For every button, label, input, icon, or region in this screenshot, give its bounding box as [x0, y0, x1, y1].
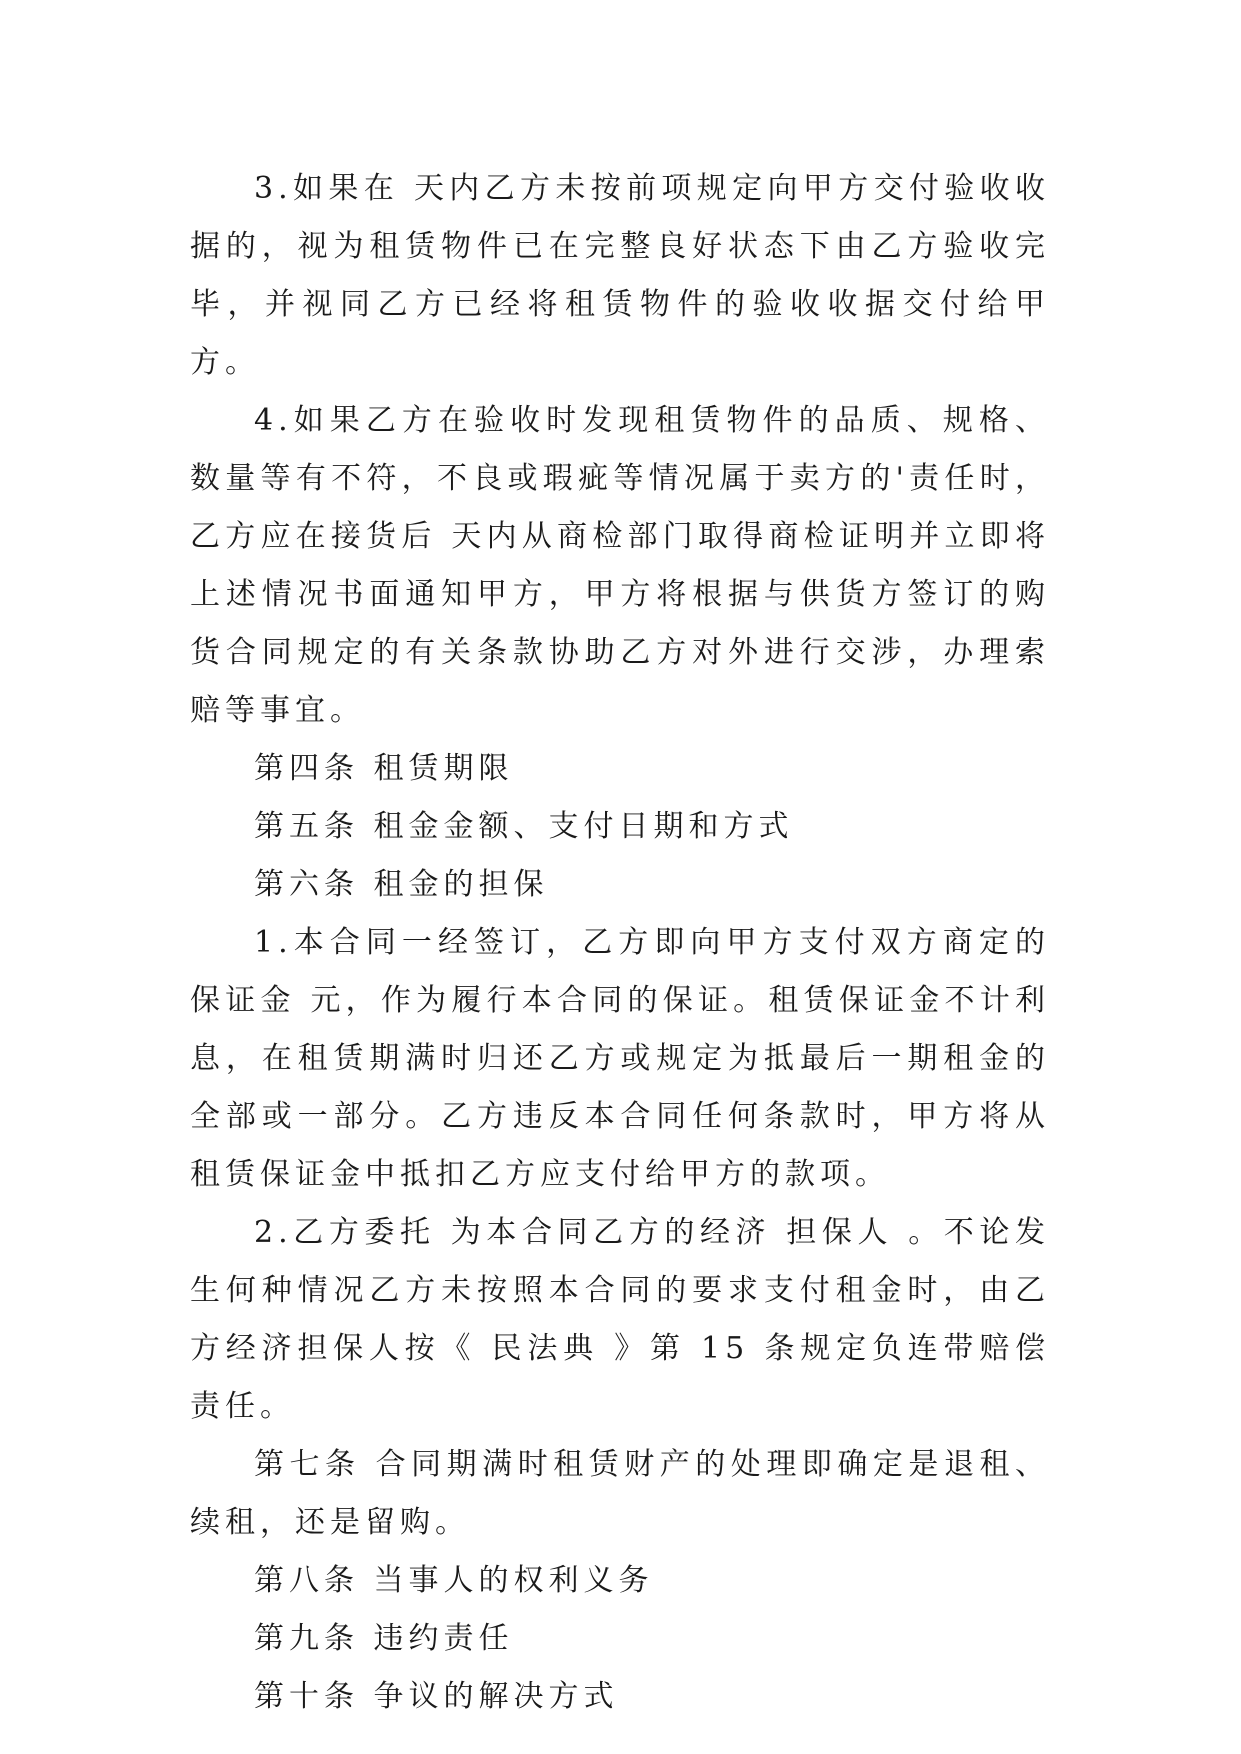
- article-6-heading: 第六条 租金的担保: [254, 867, 549, 902]
- article-9-heading: 第九条 违约责任: [254, 1621, 514, 1656]
- article-6-clause-2-guarantor: 2.乙方委托 为本合同乙方的经济 担保人 。不论发生何种情况乙方未按照本合同的要求支付租金时，由乙方经济担保人按《 民法典 》第 15 条规定负连带赔偿责任。: [190, 1215, 1050, 1424]
- clause-3-acceptance-receipt: 3.如果在 天内乙方未按前项规定向甲方交付验收收据的，视为租赁物件已在完整良好状态下由乙方验收完毕，并视同乙方已经将租赁物件的验收收据交付给甲方。: [190, 171, 1050, 380]
- article-10-heading: 第十条 争议的解决方式: [254, 1679, 619, 1714]
- document-body: [190, 160, 1050, 1726]
- article-5-heading: 第五条 租金金额、支付日期和方式: [254, 809, 794, 844]
- article-7-heading: 第七条 合同期满时租赁财产的处理即确定是退租、续租，还是留购。: [190, 1447, 1050, 1540]
- clause-4-quality-claim: 4.如果乙方在验收时发现租赁物件的品质、规格、数量等有不符，不良或瑕疵等情况属于卖方的'责任时，乙方应在接货后 天内从商检部门取得商检证明并立即将上述情况书面通知甲方，甲方将根据与供货方签订的购货合同规定的有关条款协助乙方对外进行交涉，办理索赔等事宜。: [190, 403, 1050, 728]
- article-6-clause-1-deposit: 1.本合同一经签订，乙方即向甲方支付双方商定的 保证金 元，作为履行本合同的保证。租赁保证金不计利息，在租赁期满时归还乙方或规定为抵最后一期租金的全部或一部分。乙方违反本合同任何条款时，甲方将从租赁保证金中抵扣乙方应支付给甲方的款项。: [190, 925, 1050, 1192]
- article-4-heading: 第四条 租赁期限: [254, 751, 514, 786]
- article-8-heading: 第八条 当事人的权利义务: [254, 1563, 654, 1598]
